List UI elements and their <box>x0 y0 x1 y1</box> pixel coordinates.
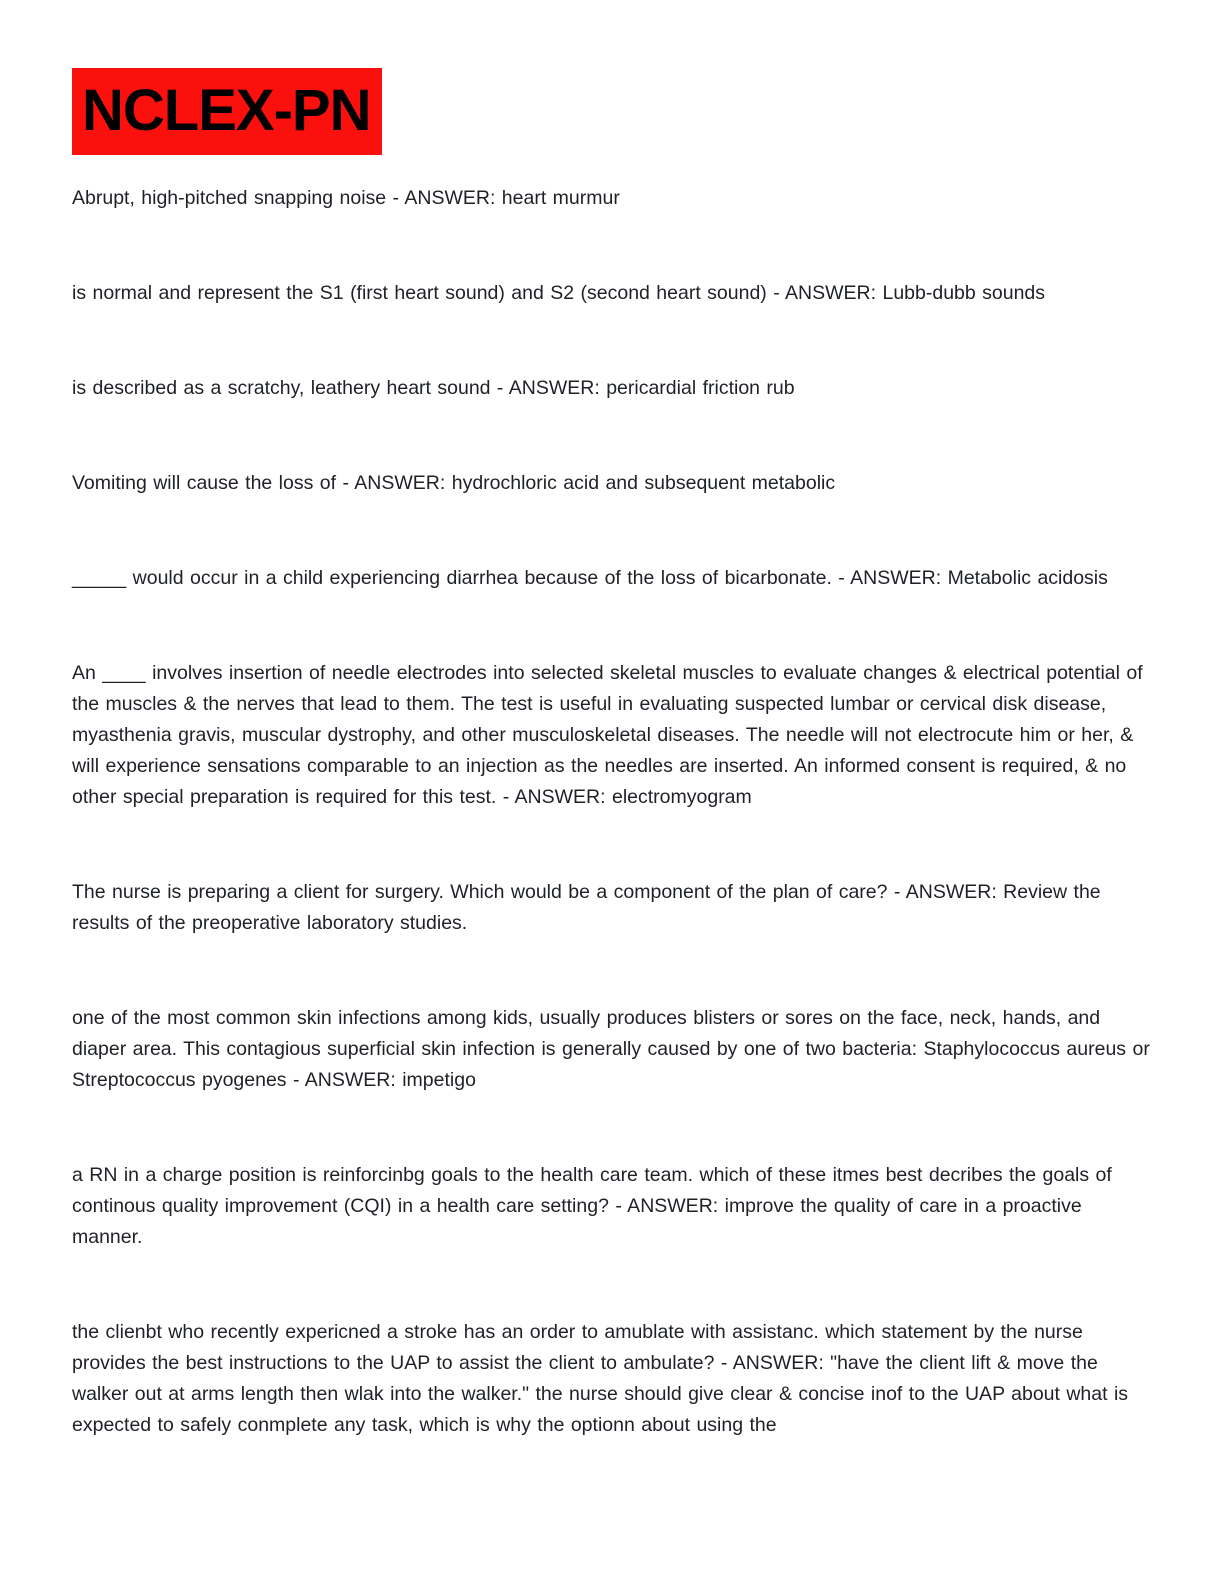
qa-paragraph: The nurse is preparing a client for surgery. Which would be a component of the plan of care? - ANSWER: Review the results of the preoperative laboratory studies. <box>72 881 1101 935</box>
qa-paragraph: a RN in a charge position is reinforcinbg goals to the health care team. which of these itmes best decribes the goals of continous quality improvement (CQI) in a health care setting? - ANSWER: improve the quality of care in a proactive manner. <box>72 1164 1112 1249</box>
page-title: NCLEX-PN <box>82 78 371 143</box>
qa-list <box>72 183 1154 1441</box>
qa-paragraph: An ____ involves insertion of needle electrodes into selected skeletal muscles to evaluate changes & electrical potential of the muscles & the nerves that lead to them. The test is useful in evaluating suspected lumbar or cervical disk disease, myasthenia gravis, muscular dystrophy, and other musculoskeletal diseases. The needle will not electrocute him or her, & will experience sensations comparable to an injection as the needles are inserted. An informed consent is required, & no other special preparation is required for this test. - ANSWER: electromyogram <box>72 662 1143 809</box>
qa-paragraph: Abrupt, high-pitched snapping noise - ANSWER: heart murmur <box>72 187 620 210</box>
qa-paragraph: one of the most common skin infections among kids, usually produces blisters or sores on the face, neck, hands, and diaper area. This contagious superficial skin infection is generally caused by one of two bacteria: Staphylococcus aureus or Streptococcus pyogenes - ANSWER: impetigo <box>72 1007 1150 1092</box>
qa-paragraph: the clienbt who recently expericned a stroke has an order to amublate with assistanc. which statement by the nurse provides the best instructions to the UAP to assist the client to ambulate? - ANSWER: "have the client lift & move the walker out at arms length then wlak into the walker." the nurse should give clear & concise inof to the UAP about what is expected to safely conmplete any task, which is why the optionn about using the <box>72 1321 1129 1437</box>
title-banner <box>72 68 382 155</box>
qa-paragraph: _____ would occur in a child experiencing diarrhea because of the loss of bicarbonate. - ANSWER: Metabolic acidosis <box>72 567 1108 590</box>
qa-paragraph: is normal and represent the S1 (first heart sound) and S2 (second heart sound) - ANSWER: Lubb-dubb sounds <box>72 282 1046 305</box>
qa-paragraph: is described as a scratchy, leathery heart sound - ANSWER: pericardial friction rub <box>72 377 795 400</box>
qa-paragraph: Vomiting will cause the loss of - ANSWER: hydrochloric acid and subsequent metabolic <box>72 472 836 495</box>
